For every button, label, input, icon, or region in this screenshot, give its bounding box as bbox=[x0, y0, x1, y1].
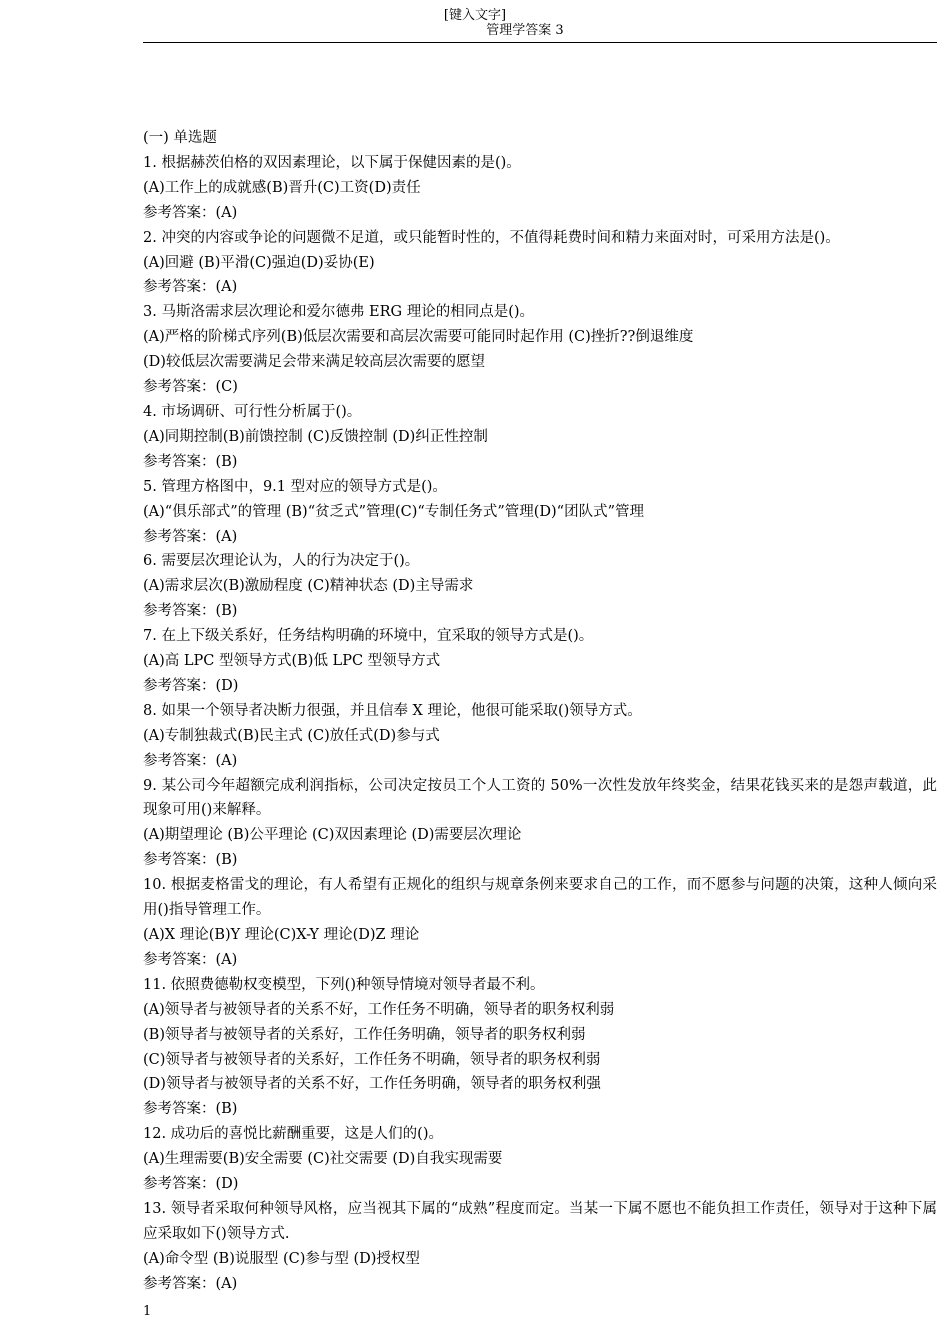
q10-options: (A)X 理论(B)Y 理论(C)X-Y 理论(D)Z 理论 bbox=[143, 927, 420, 943]
q7-answer: 参考答案：(D) bbox=[143, 677, 239, 694]
section-title: (一) 单选题 bbox=[143, 130, 217, 146]
q6-text: 6. 需要层次理论认为，人的行为决定于()。 bbox=[143, 553, 420, 570]
q9-options: (A)期望理论 (B)公平理论 (C)双因素理论 (D)需要层次理论 bbox=[143, 827, 522, 844]
q2-options: (A)回避 (B)平滑(C)强迫(D)妥协(E) bbox=[143, 254, 375, 271]
q4-answer: 参考答案：(B) bbox=[143, 453, 238, 470]
q13-text: 13. 领导者采取何种领导风格，应当视其下属的“成熟”程度而定。当某一下属不愿也不能负担工作责任，领导对于这种下属应采取如下()领导方式. bbox=[143, 1200, 937, 1242]
q11-option-b: (B)领导者与被领导者的关系好，工作任务明确，领导者的职务权利弱 bbox=[143, 1026, 586, 1043]
page-header bbox=[0, 8, 950, 38]
q7-text: 7. 在上下级关系好，任务结构明确的环境中，宜采取的领导方式是()。 bbox=[143, 628, 594, 645]
q12-options: (A)生理需要(B)安全需要 (C)社交需要 (D)自我实现需要 bbox=[143, 1151, 503, 1168]
q4-options: (A)同期控制(B)前馈控制 (C)反馈控制 (D)纠正性控制 bbox=[143, 428, 488, 445]
q11-answer: 参考答案：(B) bbox=[143, 1101, 238, 1118]
q5-text: 5. 管理方格图中，9.1 型对应的领导方式是()。 bbox=[143, 478, 447, 495]
q3-options-cont: (D)较低层次需要满足会带来满足较高层次需要的愿望 bbox=[143, 354, 485, 371]
q12-text: 12. 成功后的喜悦比薪酬重要，这是人们的()。 bbox=[143, 1126, 443, 1143]
q6-options: (A)需求层次(B)激励程度 (C)精神状态 (D)主导需求 bbox=[143, 578, 474, 595]
q8-answer: 参考答案：(A) bbox=[143, 752, 238, 769]
header-divider bbox=[143, 42, 937, 43]
document-body bbox=[143, 126, 937, 1297]
header-placeholder-text: [键入文字] bbox=[443, 8, 507, 23]
q3-options: (A)严格的阶梯式序列(B)低层次需要和高层次需要可能同时起作用 (C)挫折??倒退维度 bbox=[143, 329, 694, 346]
q5-answer: 参考答案：(A) bbox=[143, 528, 238, 545]
q11-text: 11. 依照费德勒权变模型，下列()种领导情境对领导者最不利。 bbox=[143, 976, 545, 993]
q12-answer: 参考答案：(D) bbox=[143, 1176, 239, 1193]
page-number: 1 bbox=[143, 1304, 152, 1319]
q1-text: 1. 根据赫茨伯格的双因素理论，以下属于保健因素的是()。 bbox=[143, 154, 521, 171]
q9-text: 9. 某公司今年超额完成利润指标，公司决定按员工个人工资的 50%一次性发放年终奖金，结果花钱买来的是怨声载道，此现象可用()来解释。 bbox=[143, 777, 937, 819]
q10-answer: 参考答案：(A) bbox=[143, 951, 238, 968]
q5-options: (A)“俱乐部式”的管理 (B)“贫乏式”管理(C)“专制任务式”管理(D)“团队式”管理 bbox=[143, 503, 645, 520]
q11-option-d: (D)领导者与被领导者的关系不好，工作任务明确，领导者的职务权利强 bbox=[143, 1076, 601, 1093]
q11-option-c: (C)领导者与被领导者的关系好，工作任务不明确，领导者的职务权利弱 bbox=[143, 1051, 601, 1068]
q2-text: 2. 冲突的内容或争论的问题微不足道，或只能暂时性的，不值得耗费时间和精力来面对时，可采用方法是()。 bbox=[143, 229, 840, 246]
q13-options: (A)命令型 (B)说服型 (C)参与型 (D)授权型 bbox=[143, 1250, 420, 1267]
q11-option-a: (A)领导者与被领导者的关系不好，工作任务不明确，领导者的职务权利弱 bbox=[143, 1001, 615, 1018]
q6-answer: 参考答案：(B) bbox=[143, 603, 238, 620]
q2-answer: 参考答案：(A) bbox=[143, 279, 238, 296]
q10-text: 10. 根据麦格雷戈的理论，有人希望有正规化的组织与规章条例来要求自己的工作，而不愿参与问题的决策，这种人倾向采用()指导管理工作。 bbox=[143, 877, 937, 919]
q1-answer: 参考答案：(A) bbox=[143, 204, 238, 221]
q3-answer: 参考答案：(C) bbox=[143, 379, 238, 396]
q13-answer: 参考答案：(A) bbox=[143, 1275, 238, 1292]
q4-text: 4. 市场调研、可行性分析属于()。 bbox=[143, 403, 362, 420]
q9-answer: 参考答案：(B) bbox=[143, 852, 238, 869]
q8-text: 8. 如果一个领导者决断力很强，并且信奉 X 理论，他很可能采取()领导方式。 bbox=[143, 702, 642, 719]
header-document-title: 管理学答案 3 bbox=[486, 23, 564, 38]
q1-options: (A)工作上的成就感(B)晋升(C)工资(D)责任 bbox=[143, 179, 421, 196]
q7-options: (A)高 LPC 型领导方式(B)低 LPC 型领导方式 bbox=[143, 653, 441, 670]
q3-text: 3. 马斯洛需求层次理论和爱尔德弗 ERG 理论的相同点是()。 bbox=[143, 304, 535, 321]
q8-options: (A)专制独裁式(B)民主式 (C)放任式(D)参与式 bbox=[143, 727, 440, 744]
